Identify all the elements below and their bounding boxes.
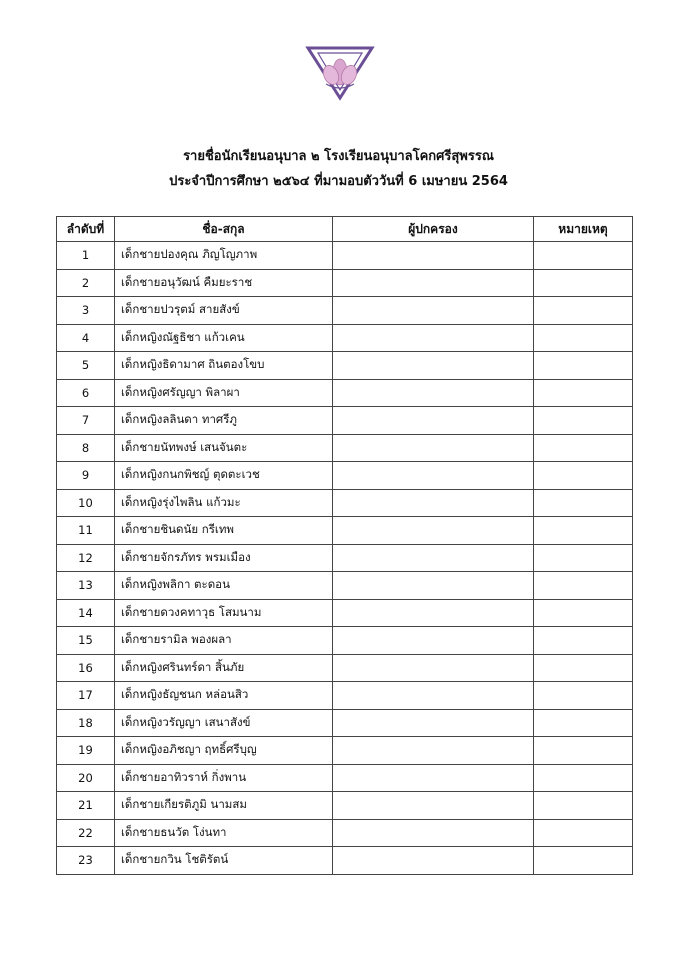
row-number: 14 — [57, 599, 115, 627]
row-guardian-cell — [333, 682, 534, 710]
header-number: ลำดับที่ — [57, 217, 115, 242]
table-row — [57, 434, 633, 462]
row-remark-cell — [534, 709, 633, 737]
row-guardian-cell — [333, 242, 534, 270]
row-student-name: เด็กหญิงลลินดา ทาศรีภู — [115, 407, 333, 435]
row-number: 19 — [57, 737, 115, 765]
row-student-name: เด็กหญิงธิดามาศ ถินตองโขบ — [115, 352, 333, 380]
table-row — [57, 297, 633, 325]
row-remark-cell — [534, 269, 633, 297]
row-student-name: เด็กชายนัทพงษ์ เสนจันตะ — [115, 434, 333, 462]
table-row — [57, 242, 633, 270]
row-student-name: เด็กหญิงรุ่งไพลิน แก้วมะ — [115, 489, 333, 517]
row-number: 11 — [57, 517, 115, 545]
header-remark: หมายเหตุ — [534, 217, 633, 242]
row-remark-cell — [534, 544, 633, 572]
row-guardian-cell — [333, 434, 534, 462]
row-remark-cell — [534, 379, 633, 407]
table-row — [57, 764, 633, 792]
table-row — [57, 379, 633, 407]
row-remark-cell — [534, 352, 633, 380]
document-title-line2: ประจำปีการศึกษา ๒๕๖๔ ที่มามอบตัววันที่ 6 เมษายน 2564 — [169, 174, 508, 189]
row-student-name: เด็กชายปองคุณ ภิญโญภาพ — [115, 242, 333, 270]
row-student-name: เด็กชายอนุวัฒน์ คืมยะราช — [115, 269, 333, 297]
row-number: 2 — [57, 269, 115, 297]
header-guardian: ผู้ปกครอง — [333, 217, 534, 242]
row-guardian-cell — [333, 764, 534, 792]
row-student-name: เด็กชายอาทิวราห์ กิ่งพาน — [115, 764, 333, 792]
row-student-name: เด็กหญิงวรัญญา เสนาสังข์ — [115, 709, 333, 737]
row-student-name: เด็กชายจักรภัทร พรมเมือง — [115, 544, 333, 572]
row-number: 1 — [57, 242, 115, 270]
row-number: 10 — [57, 489, 115, 517]
row-remark-cell — [534, 627, 633, 655]
row-student-name: เด็กหญิงศรัญญา พิลาผา — [115, 379, 333, 407]
row-guardian-cell — [333, 324, 534, 352]
row-number: 16 — [57, 654, 115, 682]
table-row — [57, 737, 633, 765]
row-number: 4 — [57, 324, 115, 352]
row-student-name: เด็กหญิงศรินทร์ดา สิ้นภัย — [115, 654, 333, 682]
row-remark-cell — [534, 242, 633, 270]
row-student-name: เด็กชายธนวัต โง่นทา — [115, 819, 333, 847]
row-remark-cell — [534, 407, 633, 435]
row-student-name: เด็กชายรามิล พองผลา — [115, 627, 333, 655]
row-remark-cell — [534, 792, 633, 820]
row-guardian-cell — [333, 462, 534, 490]
row-guardian-cell — [333, 792, 534, 820]
row-guardian-cell — [333, 379, 534, 407]
row-guardian-cell — [333, 352, 534, 380]
table-row — [57, 269, 633, 297]
row-student-name: เด็กหญิงกนกพิชญ์ ตุดตะเวช — [115, 462, 333, 490]
table-row — [57, 517, 633, 545]
row-guardian-cell — [333, 407, 534, 435]
table-row — [57, 544, 633, 572]
row-guardian-cell — [333, 489, 534, 517]
row-student-name: เด็กหญิงอภิชญา ฤทธิ์ศรีบุญ — [115, 737, 333, 765]
row-number: 12 — [57, 544, 115, 572]
table-row — [57, 709, 633, 737]
row-guardian-cell — [333, 572, 534, 600]
table-header-row — [57, 217, 633, 242]
table-row — [57, 654, 633, 682]
row-guardian-cell — [333, 847, 534, 875]
table-row — [57, 599, 633, 627]
table-row — [57, 682, 633, 710]
document-title-line1: รายชื่อนักเรียนอนุบาล ๒ โรงเรียนอนุบาลโคกศรีสุพรรณ — [183, 149, 494, 164]
row-remark-cell — [534, 297, 633, 325]
row-guardian-cell — [333, 627, 534, 655]
row-remark-cell — [534, 324, 633, 352]
row-remark-cell — [534, 819, 633, 847]
table-row — [57, 462, 633, 490]
table-row — [57, 572, 633, 600]
row-guardian-cell — [333, 737, 534, 765]
row-guardian-cell — [333, 544, 534, 572]
row-remark-cell — [534, 434, 633, 462]
row-student-name: เด็กหญิงณัฐธิชา แก้วเคน — [115, 324, 333, 352]
row-number: 9 — [57, 462, 115, 490]
table-row — [57, 407, 633, 435]
row-number: 22 — [57, 819, 115, 847]
row-remark-cell — [534, 654, 633, 682]
row-guardian-cell — [333, 517, 534, 545]
row-number: 18 — [57, 709, 115, 737]
row-number: 20 — [57, 764, 115, 792]
row-guardian-cell — [333, 269, 534, 297]
student-roster-table — [56, 216, 633, 875]
table-row — [57, 819, 633, 847]
row-number: 13 — [57, 572, 115, 600]
table-row — [57, 627, 633, 655]
table-row — [57, 792, 633, 820]
row-student-name: เด็กหญิงธัญชนก หล่อนสิว — [115, 682, 333, 710]
row-number: 5 — [57, 352, 115, 380]
row-number: 8 — [57, 434, 115, 462]
row-student-name: เด็กชายปวรุตม์ สายสังข์ — [115, 297, 333, 325]
row-student-name: เด็กชายชินดนัย กรีเทพ — [115, 517, 333, 545]
row-remark-cell — [534, 847, 633, 875]
row-guardian-cell — [333, 709, 534, 737]
row-number: 17 — [57, 682, 115, 710]
row-guardian-cell — [333, 599, 534, 627]
header-name: ชื่อ-สกุล — [115, 217, 333, 242]
row-remark-cell — [534, 764, 633, 792]
row-number: 3 — [57, 297, 115, 325]
school-lotus-logo — [304, 46, 376, 104]
row-number: 15 — [57, 627, 115, 655]
row-guardian-cell — [333, 819, 534, 847]
row-remark-cell — [534, 517, 633, 545]
row-student-name: เด็กชายดวงคทาวุธ โสมนาม — [115, 599, 333, 627]
table-row — [57, 324, 633, 352]
lotus-icon — [304, 46, 376, 104]
row-student-name: เด็กหญิงพลิกา ตะดอน — [115, 572, 333, 600]
row-remark-cell — [534, 737, 633, 765]
row-remark-cell — [534, 462, 633, 490]
row-student-name: เด็กชายเกียรติภูมิ นามสม — [115, 792, 333, 820]
row-number: 6 — [57, 379, 115, 407]
row-remark-cell — [534, 572, 633, 600]
row-guardian-cell — [333, 654, 534, 682]
row-remark-cell — [534, 599, 633, 627]
row-number: 7 — [57, 407, 115, 435]
row-number: 23 — [57, 847, 115, 875]
row-guardian-cell — [333, 297, 534, 325]
table-row — [57, 352, 633, 380]
row-remark-cell — [534, 489, 633, 517]
table-body — [57, 242, 633, 875]
row-number: 21 — [57, 792, 115, 820]
row-remark-cell — [534, 682, 633, 710]
table-row — [57, 847, 633, 875]
table-row — [57, 489, 633, 517]
row-student-name: เด็กชายกวิน โชติรัตน์ — [115, 847, 333, 875]
